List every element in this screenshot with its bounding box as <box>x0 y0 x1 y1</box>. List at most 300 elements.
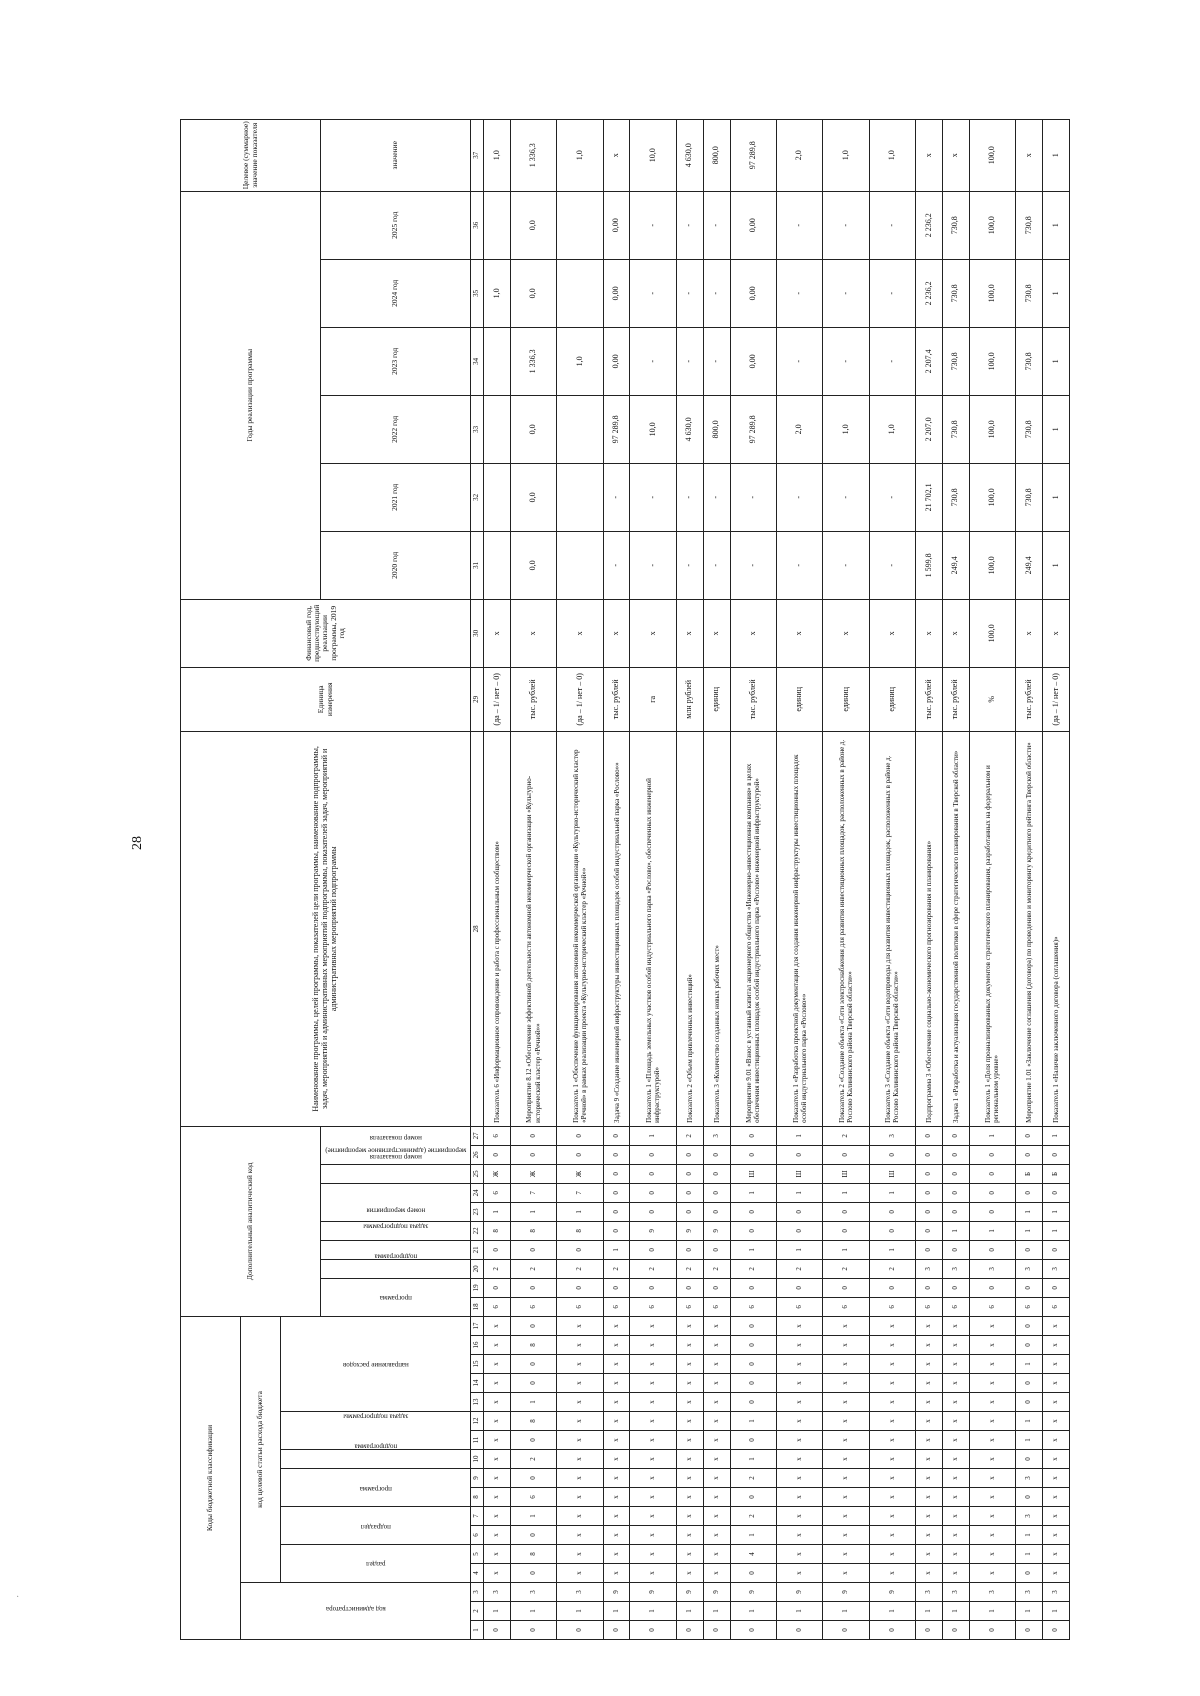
code-cell: x <box>869 1412 915 1431</box>
code-cell: x <box>869 1526 915 1545</box>
code-cell: 8 <box>557 1221 603 1240</box>
code-cell: 0 <box>484 1145 511 1164</box>
code-cell: 0 <box>676 1278 703 1297</box>
code-cell: 1 <box>730 1450 776 1469</box>
code-cell: 1 <box>730 1602 776 1621</box>
code-cell: x <box>557 1431 603 1450</box>
code-cell: Ш <box>776 1164 822 1183</box>
header-target-article: код целевой статьи расхода бюджета <box>241 1316 281 1582</box>
code-cell: 0 <box>869 1221 915 1240</box>
code-cell: x <box>484 1316 511 1335</box>
year-value-cell: - <box>776 463 822 531</box>
year-value-cell: - <box>676 463 703 531</box>
code-cell: 3 <box>969 1583 1015 1602</box>
year-value-cell: - <box>776 191 822 259</box>
code-cell: 6 <box>676 1297 703 1316</box>
code-cell: 0 <box>730 1564 776 1583</box>
code-cell: 3 <box>1043 1259 1070 1278</box>
header-d-indicator: номер показателя <box>321 1126 471 1164</box>
target-value-cell: х <box>603 119 630 191</box>
code-cell: 2 <box>730 1469 776 1488</box>
code-cell: 0 <box>730 1202 776 1221</box>
column-number: 31 <box>471 531 484 599</box>
code-cell: 9 <box>869 1583 915 1602</box>
code-cell: 3 <box>969 1259 1015 1278</box>
code-cell: 3 <box>703 1126 730 1145</box>
year-value-cell: - <box>603 463 630 531</box>
code-cell: x <box>603 1545 630 1564</box>
code-cell: 1 <box>630 1126 676 1145</box>
code-cell: x <box>823 1431 869 1450</box>
code-cell: x <box>1043 1564 1070 1583</box>
year-value-cell: 0,00 <box>730 327 776 395</box>
code-cell: 0 <box>916 1278 943 1297</box>
header-year-1: 2020 год <box>321 531 471 599</box>
code-cell: x <box>869 1450 915 1469</box>
code-cell: x <box>676 1488 703 1507</box>
header-program: программа <box>281 1469 471 1507</box>
code-cell: 0 <box>603 1145 630 1164</box>
code-cell: Ж <box>510 1164 556 1183</box>
column-number: 27 <box>471 1126 484 1145</box>
code-cell: x <box>630 1526 676 1545</box>
code-cell: x <box>676 1469 703 1488</box>
code-cell: 0 <box>557 1145 603 1164</box>
code-cell: 0 <box>630 1183 676 1202</box>
header-name: Наименование программы, целей программы, показателей цели программы, наименование подпрограммы, задач, мероприятий и административных мероприятий подпрограммы, показателей задач, мероприятий и административных мероприятий подпрограммы <box>181 731 471 1126</box>
code-cell: 3 <box>557 1583 603 1602</box>
target-value-cell: х <box>942 119 969 191</box>
code-cell: 0 <box>1016 1564 1043 1583</box>
code-cell: x <box>1043 1450 1070 1469</box>
year-value-cell: 0,00 <box>603 191 630 259</box>
base-year-cell: х <box>916 599 943 667</box>
code-cell: x <box>869 1564 915 1583</box>
column-number: 29 <box>471 667 484 731</box>
code-cell: x <box>823 1393 869 1412</box>
code-cell: 0 <box>730 1221 776 1240</box>
year-value-cell: 10,0 <box>630 395 676 463</box>
code-cell: x <box>776 1355 822 1374</box>
code-cell: 0 <box>676 1621 703 1640</box>
code-cell: x <box>557 1488 603 1507</box>
header-d-task: задача подпрограммы <box>321 1240 471 1259</box>
column-number: 11 <box>471 1431 484 1450</box>
code-cell: 0 <box>510 1355 556 1374</box>
code-cell: 0 <box>510 1240 556 1259</box>
target-value-cell: х <box>916 119 943 191</box>
code-cell: x <box>484 1526 511 1545</box>
code-cell: 0 <box>1043 1240 1070 1259</box>
name-cell: Показатель 2 «Объем привлеченных инвестиций» <box>676 731 703 1126</box>
code-cell: x <box>703 1431 730 1450</box>
code-cell: x <box>1043 1526 1070 1545</box>
code-cell: 0 <box>630 1164 676 1183</box>
code-cell: x <box>776 1526 822 1545</box>
year-value-cell: 1 599,8 <box>916 531 943 599</box>
year-value-cell: 0,0 <box>510 463 556 531</box>
code-cell: x <box>676 1336 703 1355</box>
column-number: 15 <box>471 1355 484 1374</box>
code-cell: x <box>630 1545 676 1564</box>
code-cell: x <box>630 1469 676 1488</box>
code-cell: 2 <box>776 1259 822 1278</box>
column-number: 34 <box>471 327 484 395</box>
code-cell: x <box>969 1450 1015 1469</box>
column-number: 7 <box>471 1507 484 1526</box>
header-d-program: программа <box>321 1278 471 1316</box>
code-cell: x <box>942 1564 969 1583</box>
code-cell: 0 <box>1016 1278 1043 1297</box>
name-cell: Мероприятие 9.01 «Взнос в уставный капитал акционерного общества «Инженерно-инвестиционная компания» в целях обеспечения инвестиционных площадок особой индустриального парка «Рослово» инженерной инфраструктурой» <box>730 731 776 1126</box>
name-cell: Показатель 3 «Создание объекта «Сети водопроводы для развития инвестиционных площадок, расположенных в районе д. Рослово Калининского района Тверской области»» <box>869 731 915 1126</box>
code-cell: 0 <box>703 1183 730 1202</box>
target-value-cell: 1,0 <box>484 119 511 191</box>
code-cell: 1 <box>703 1602 730 1621</box>
year-value-cell: 730,8 <box>942 463 969 531</box>
code-cell: x <box>630 1431 676 1450</box>
code-cell: 3 <box>916 1259 943 1278</box>
year-value-cell: 4 630,0 <box>676 395 703 463</box>
code-cell: 0 <box>823 1278 869 1297</box>
name-cell: Показатель 6 «Информационное сопровождение и работа с профессиональным сообществом» <box>484 731 511 1126</box>
code-cell: x <box>630 1316 676 1335</box>
code-cell: 8 <box>484 1221 511 1240</box>
code-cell: x <box>630 1450 676 1469</box>
code-cell: x <box>603 1393 630 1412</box>
unit-cell: (да – 1/ нет – 0) <box>557 667 603 731</box>
year-value-cell: - <box>823 327 869 395</box>
code-cell: 0 <box>676 1240 703 1259</box>
code-cell: 0 <box>730 1336 776 1355</box>
year-value-cell: - <box>630 191 676 259</box>
header-d-event: мероприятие (административное мероприятие) <box>321 1183 471 1221</box>
code-cell: x <box>916 1469 943 1488</box>
code-cell: 9 <box>776 1583 822 1602</box>
code-cell: 0 <box>603 1202 630 1221</box>
code-cell: 0 <box>1016 1183 1043 1202</box>
code-cell: 1 <box>676 1602 703 1621</box>
column-number: 24 <box>471 1183 484 1202</box>
code-cell: 3 <box>916 1583 943 1602</box>
column-number: 37 <box>471 119 484 191</box>
year-value-cell: 100,0 <box>969 191 1015 259</box>
year-value-cell <box>484 327 511 395</box>
code-cell: 0 <box>730 1278 776 1297</box>
code-cell: 1 <box>510 1393 556 1412</box>
code-cell: 0 <box>730 1431 776 1450</box>
year-value-cell: 249,4 <box>1016 531 1043 599</box>
code-cell: 6 <box>1043 1297 1070 1316</box>
code-cell: 0 <box>1043 1621 1070 1640</box>
code-cell: 1 <box>603 1602 630 1621</box>
code-cell: x <box>703 1336 730 1355</box>
code-cell: x <box>823 1355 869 1374</box>
code-cell: 1 <box>603 1240 630 1259</box>
code-cell: 0 <box>942 1145 969 1164</box>
column-number: 26 <box>471 1145 484 1164</box>
code-cell: x <box>776 1393 822 1412</box>
year-value-cell: 800,0 <box>703 395 730 463</box>
year-value-cell: 249,4 <box>942 531 969 599</box>
year-value-cell: 0,0 <box>510 191 556 259</box>
code-cell: x <box>823 1564 869 1583</box>
year-value-cell: 100,0 <box>969 463 1015 531</box>
code-cell: 0 <box>730 1355 776 1374</box>
code-cell: x <box>969 1355 1015 1374</box>
code-cell: 6 <box>823 1297 869 1316</box>
header-subsection: подраздел <box>281 1507 471 1545</box>
target-value-cell: 1,0 <box>823 119 869 191</box>
code-cell: 0 <box>1016 1393 1043 1412</box>
code-cell: 3 <box>942 1583 969 1602</box>
base-year-cell: х <box>1016 599 1043 667</box>
scan-mark: · <box>16 1592 20 1603</box>
target-value-cell: х <box>1016 119 1043 191</box>
column-number: 33 <box>471 395 484 463</box>
code-cell: x <box>676 1526 703 1545</box>
code-cell: 0 <box>969 1240 1015 1259</box>
code-cell: Б <box>1016 1164 1043 1183</box>
code-cell: 1 <box>1016 1221 1043 1240</box>
code-cell: x <box>869 1336 915 1355</box>
code-cell: x <box>942 1450 969 1469</box>
code-cell: x <box>484 1374 511 1393</box>
code-cell: x <box>1043 1507 1070 1526</box>
table-row <box>823 119 869 1639</box>
code-cell: x <box>630 1336 676 1355</box>
code-cell: x <box>1043 1316 1070 1335</box>
code-cell: x <box>484 1545 511 1564</box>
year-value-cell: 1 <box>1043 463 1070 531</box>
code-cell: 1 <box>823 1183 869 1202</box>
code-cell: x <box>1043 1545 1070 1564</box>
code-cell: x <box>942 1507 969 1526</box>
year-value-cell: - <box>603 531 630 599</box>
code-cell: 0 <box>510 1431 556 1450</box>
year-value-cell: 730,8 <box>942 191 969 259</box>
column-number: 6 <box>471 1526 484 1545</box>
code-cell: 0 <box>730 1393 776 1412</box>
code-cell: 2 <box>557 1259 603 1278</box>
code-cell: x <box>603 1469 630 1488</box>
code-cell: Ж <box>557 1164 603 1183</box>
year-value-cell: - <box>703 191 730 259</box>
code-cell: x <box>942 1355 969 1374</box>
code-cell: 1 <box>1016 1355 1043 1374</box>
target-value-cell: 800,0 <box>703 119 730 191</box>
code-cell: 0 <box>603 1164 630 1183</box>
code-cell: x <box>603 1488 630 1507</box>
code-cell: 0 <box>823 1621 869 1640</box>
code-cell: x <box>557 1316 603 1335</box>
header-year-3: 2022 год <box>321 395 471 463</box>
code-cell: x <box>484 1355 511 1374</box>
code-cell: 1 <box>1043 1126 1070 1145</box>
code-cell: 0 <box>823 1202 869 1221</box>
year-value-cell <box>484 191 511 259</box>
year-value-cell: 100,0 <box>969 395 1015 463</box>
code-cell: 1 <box>630 1602 676 1621</box>
code-cell: 0 <box>484 1278 511 1297</box>
year-value-cell <box>484 395 511 463</box>
code-cell: 0 <box>776 1278 822 1297</box>
code-cell: 0 <box>510 1316 556 1335</box>
code-cell: 0 <box>603 1621 630 1640</box>
header-years: Годы реализации программы <box>181 191 321 599</box>
code-cell: 0 <box>676 1145 703 1164</box>
code-cell: x <box>557 1469 603 1488</box>
table-row <box>942 119 969 1639</box>
year-value-cell: 730,8 <box>1016 191 1043 259</box>
code-cell: x <box>676 1431 703 1450</box>
code-cell: 1 <box>557 1202 603 1221</box>
table-row <box>1016 119 1043 1639</box>
code-cell: x <box>484 1469 511 1488</box>
code-cell: x <box>969 1336 1015 1355</box>
column-number: 14 <box>471 1374 484 1393</box>
code-cell: 1 <box>730 1526 776 1545</box>
base-year-cell: х <box>484 599 511 667</box>
code-cell: 0 <box>1043 1145 1070 1164</box>
code-cell: x <box>557 1393 603 1412</box>
code-cell: x <box>630 1393 676 1412</box>
code-cell: 0 <box>969 1278 1015 1297</box>
unit-cell: единиц <box>776 667 822 731</box>
code-cell: 9 <box>703 1221 730 1240</box>
code-cell: 0 <box>557 1240 603 1259</box>
code-cell: 0 <box>603 1278 630 1297</box>
code-cell: 3 <box>942 1259 969 1278</box>
year-value-cell: 2,0 <box>776 395 822 463</box>
code-cell: 2 <box>730 1507 776 1526</box>
code-cell: 6 <box>484 1183 511 1202</box>
code-cell: 2 <box>823 1259 869 1278</box>
code-cell: 6 <box>869 1297 915 1316</box>
code-cell: 0 <box>969 1183 1015 1202</box>
code-cell: x <box>916 1431 943 1450</box>
code-cell: x <box>869 1374 915 1393</box>
code-cell: 0 <box>557 1278 603 1297</box>
code-cell: 0 <box>703 1164 730 1183</box>
base-year-cell: х <box>869 599 915 667</box>
base-year-cell: х <box>703 599 730 667</box>
code-cell: Ш <box>823 1164 869 1183</box>
code-cell: x <box>776 1564 822 1583</box>
code-cell: 0 <box>730 1126 776 1145</box>
unit-cell: тыс. рублей <box>730 667 776 731</box>
code-cell: 6 <box>730 1297 776 1316</box>
code-cell: 0 <box>630 1240 676 1259</box>
table-row <box>916 119 943 1639</box>
code-cell: x <box>969 1412 1015 1431</box>
code-cell: 9 <box>603 1583 630 1602</box>
header-base-year: Финансовый год, предшествующий реализации программы, 2019 год <box>181 599 471 667</box>
year-value-cell: 0,0 <box>510 259 556 327</box>
code-cell: 1 <box>969 1602 1015 1621</box>
base-year-cell: х <box>1043 599 1070 667</box>
year-value-cell: - <box>630 259 676 327</box>
code-cell: x <box>823 1450 869 1469</box>
target-value-cell: 100,0 <box>969 119 1015 191</box>
column-number: 12 <box>471 1412 484 1431</box>
code-cell: x <box>703 1450 730 1469</box>
code-cell: 0 <box>942 1164 969 1183</box>
code-cell: 0 <box>557 1621 603 1640</box>
header-task: задача подпрограммы <box>281 1412 471 1450</box>
code-cell: x <box>869 1316 915 1335</box>
name-cell: Задача 9 «Создание инженерной инфраструктуры инвестиционных площадок особой индустриальной парка «Рослово»» <box>603 731 630 1126</box>
code-cell: x <box>823 1545 869 1564</box>
year-value-cell: 730,8 <box>1016 259 1043 327</box>
code-cell: x <box>557 1336 603 1355</box>
code-cell: 0 <box>942 1278 969 1297</box>
code-cell: 0 <box>630 1145 676 1164</box>
year-value-cell: 1 336,3 <box>510 327 556 395</box>
code-cell: x <box>703 1374 730 1393</box>
code-cell: x <box>823 1374 869 1393</box>
base-year-cell: х <box>603 599 630 667</box>
code-cell: 6 <box>1016 1297 1043 1316</box>
year-value-cell: 1,0 <box>869 395 915 463</box>
code-cell: x <box>484 1393 511 1412</box>
year-value-cell: - <box>823 259 869 327</box>
column-number: 36 <box>471 191 484 259</box>
code-cell: x <box>916 1355 943 1374</box>
column-number: 30 <box>471 599 484 667</box>
code-cell: 3 <box>1043 1583 1070 1602</box>
column-number: 20 <box>471 1259 484 1278</box>
code-cell: 0 <box>942 1240 969 1259</box>
code-cell: x <box>703 1526 730 1545</box>
year-value-cell: 100,0 <box>969 259 1015 327</box>
code-cell: x <box>1043 1469 1070 1488</box>
code-cell: 0 <box>1016 1488 1043 1507</box>
code-cell: 1 <box>969 1126 1015 1145</box>
code-cell: 0 <box>730 1488 776 1507</box>
unit-cell: единиц <box>823 667 869 731</box>
table-row <box>510 119 556 1639</box>
target-value-cell: 4 630,0 <box>676 119 703 191</box>
year-value-cell: 0,0 <box>510 395 556 463</box>
code-cell: x <box>823 1488 869 1507</box>
year-value-cell: 97 289,8 <box>603 395 630 463</box>
year-value-cell <box>484 463 511 531</box>
code-cell: x <box>969 1545 1015 1564</box>
table-row <box>869 119 915 1639</box>
code-cell: x <box>484 1336 511 1355</box>
year-value-cell <box>557 259 603 327</box>
header-admin-code: код администратора <box>241 1583 471 1640</box>
table-row <box>484 119 511 1639</box>
code-cell: 0 <box>916 1164 943 1183</box>
code-cell: 0 <box>730 1374 776 1393</box>
code-cell: 2 <box>823 1126 869 1145</box>
code-cell: 0 <box>603 1221 630 1240</box>
column-number: 17 <box>471 1316 484 1335</box>
code-cell: x <box>823 1316 869 1335</box>
target-value-cell: 1 <box>1043 119 1070 191</box>
code-cell: x <box>676 1412 703 1431</box>
code-cell: 7 <box>510 1183 556 1202</box>
code-cell: 0 <box>942 1202 969 1221</box>
header-unit: Единица измерения <box>181 667 471 731</box>
code-cell: x <box>776 1507 822 1526</box>
table-row <box>603 119 630 1639</box>
code-cell: 8 <box>510 1336 556 1355</box>
year-value-cell: 730,8 <box>1016 395 1043 463</box>
code-cell: 6 <box>776 1297 822 1316</box>
